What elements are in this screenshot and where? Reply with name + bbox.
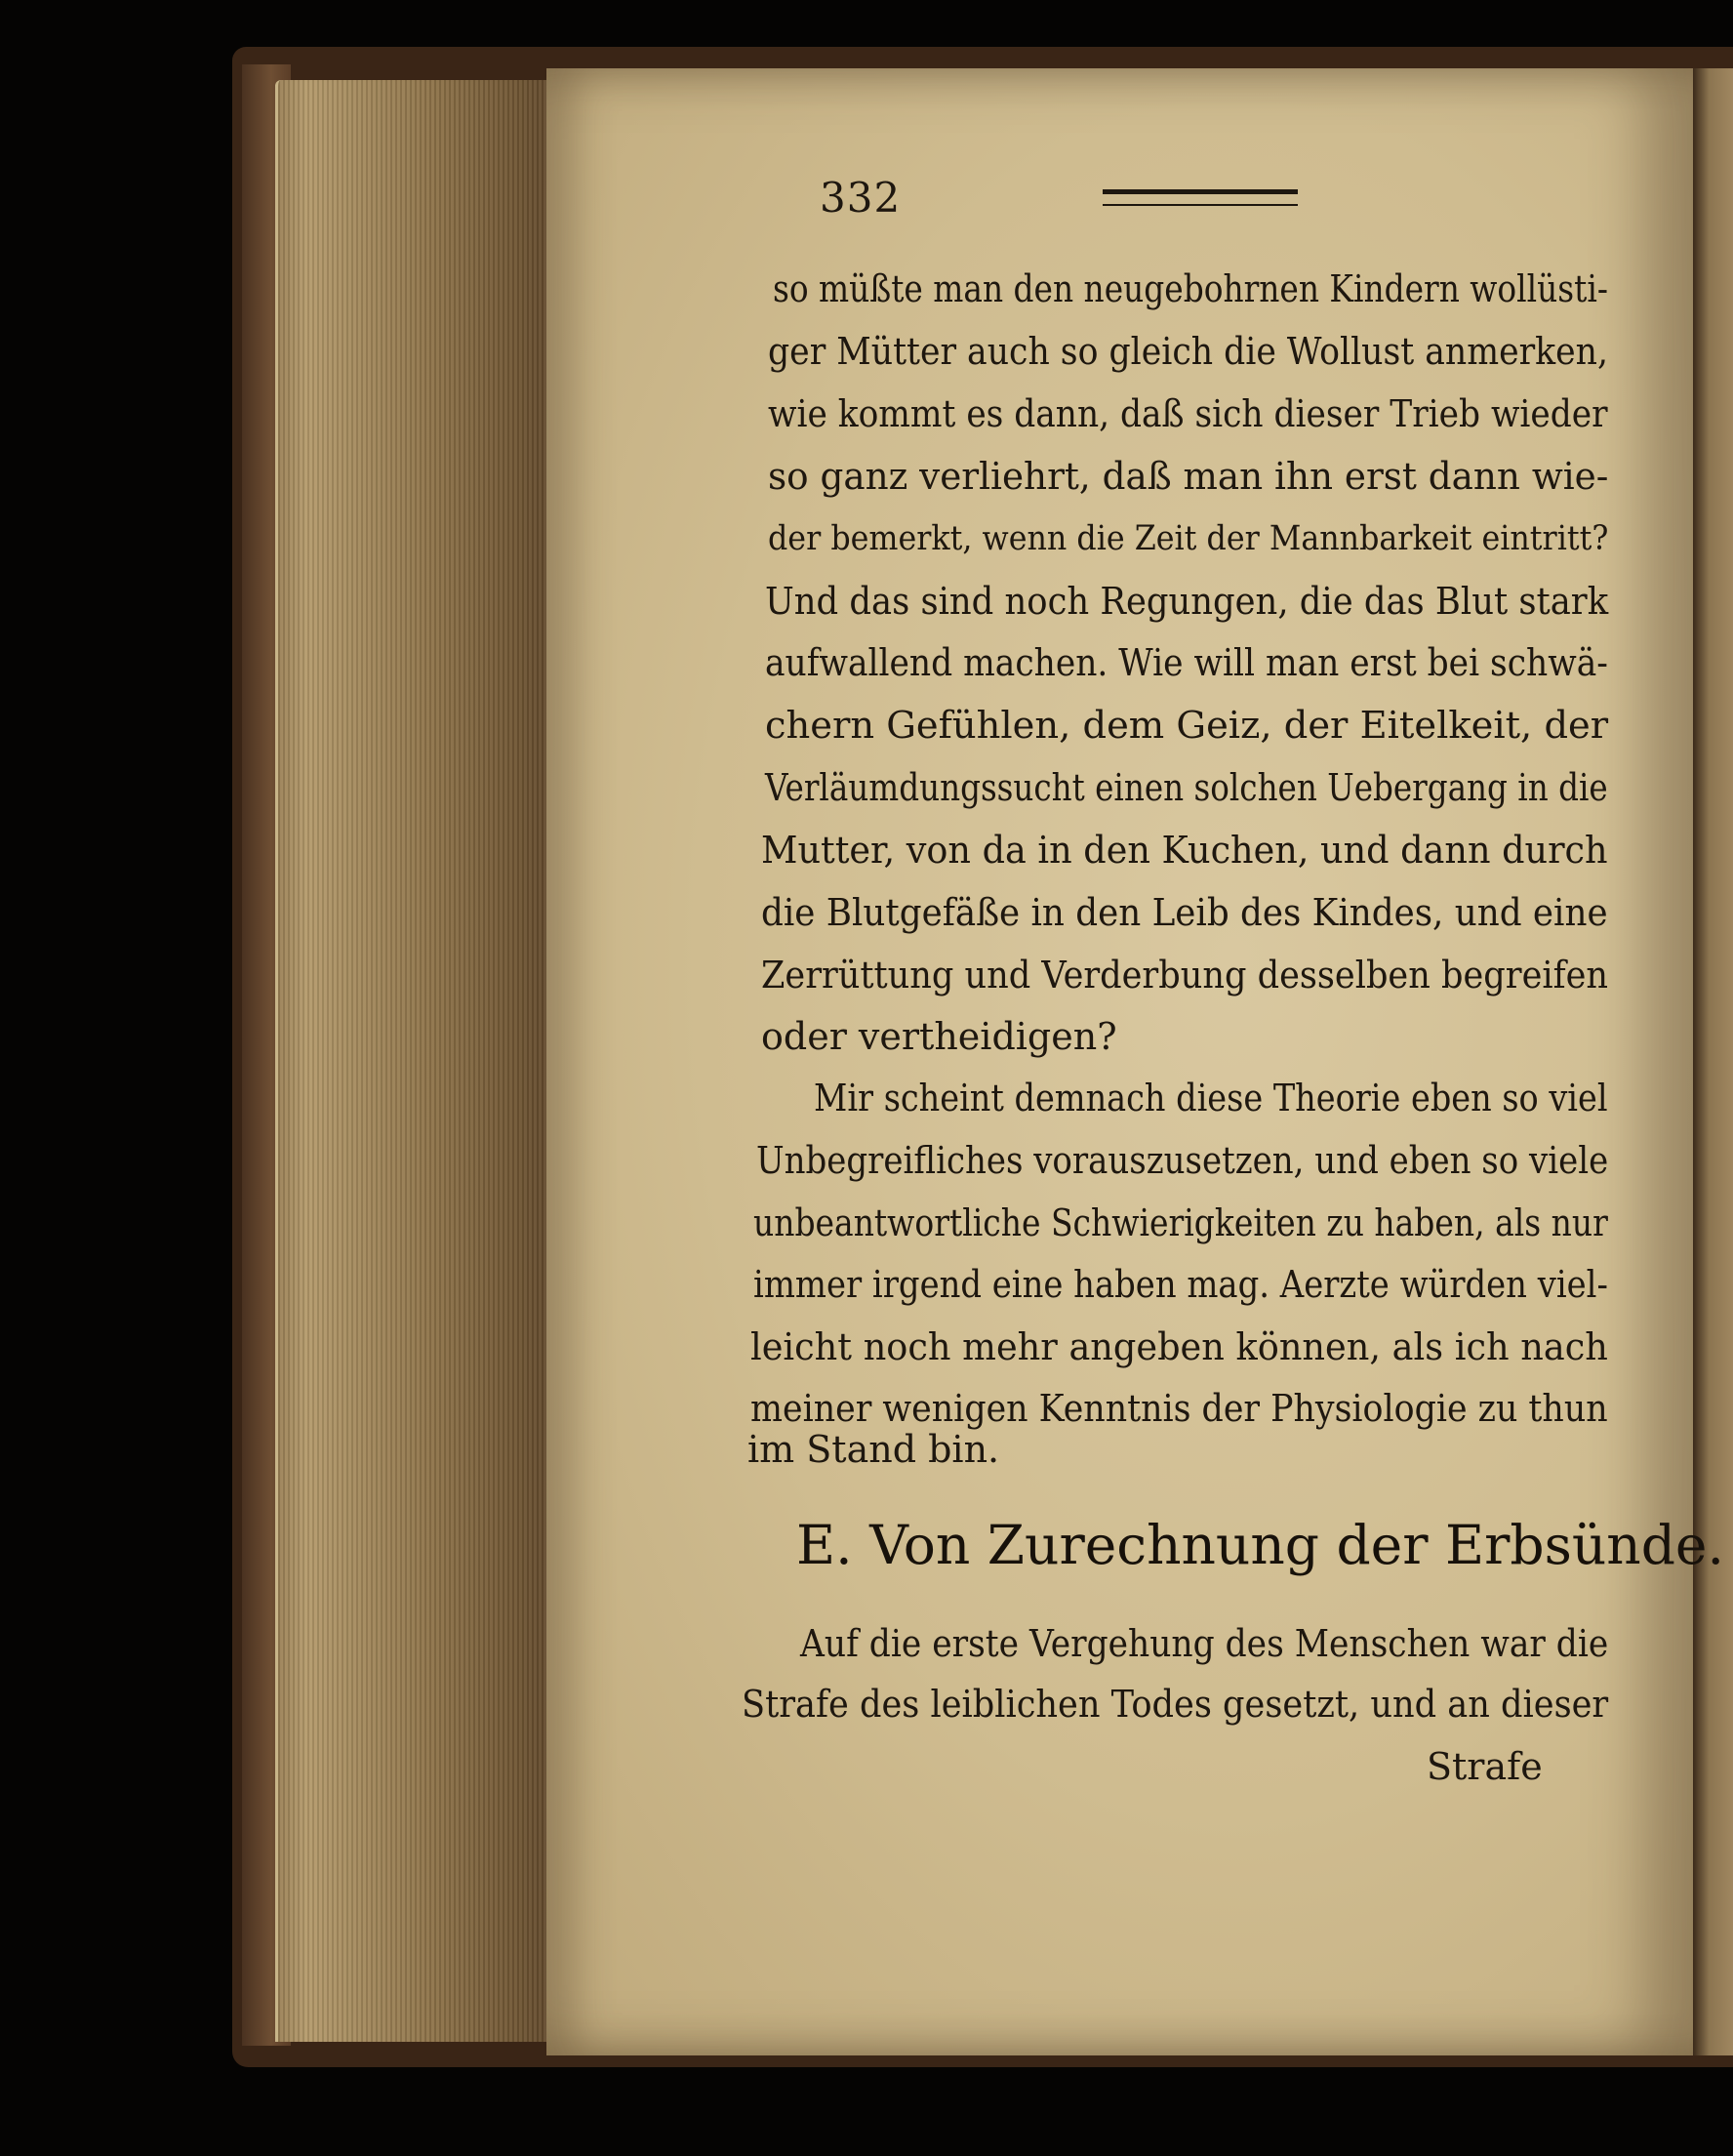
text-line: der bemerkt, wenn die Zeit der Mannbarkeit eintritt? [768,519,1609,558]
text-line: Strafe des leiblichen Todes gesetzt, und an dieser [742,1683,1609,1726]
text-line: Auf die erste Vergehung des Menschen war die [800,1622,1609,1665]
text-line: meiner wenigen Kenntnis der Physiologie zu thun [750,1387,1608,1430]
page-number: 332 [820,174,902,222]
text-line: so ganz verliehrt, daß man ihn erst dann wie- [768,455,1609,498]
text-line: Mir scheint demnach diese Theorie eben so viel [814,1077,1608,1119]
text-line: Und das sind noch Regungen, die das Blut stark [765,580,1609,623]
text-line: aufwallend machen. Wie will man erst bei schwä- [765,641,1608,684]
page-header [820,174,1298,222]
text-line: wie kommt es dann, daß sich dieser Trieb wieder [768,392,1608,435]
header-rule [1103,189,1298,206]
text-line: Verläumdungssucht einen solchen Uebergang in die [765,766,1608,809]
catchword: Strafe [1427,1745,1543,1788]
section-heading: E. Von Zurechnung der Erbsünde. [796,1514,1724,1576]
text-line: chern Gefühlen, dem Geiz, der Eitelkeit, der [765,704,1609,747]
text-line: unbeantwortliche Schwierigkeiten zu haben, als nur [753,1201,1608,1244]
text-line: immer irgend eine haben mag. Aerzte würden viel- [753,1263,1608,1306]
text-line: die Blutgefäße in den Leib des Kindes, und eine [761,891,1608,934]
page-block-edge [275,80,561,2042]
text-line: Mutter, von da in den Kuchen, und dann durch [761,829,1608,872]
text-line: Unbegreifliches vorauszusetzen, und eben so viele [756,1139,1609,1182]
text-line: so müßte man den neugebohrnen Kindern wollüsti- [773,267,1608,310]
text-line: ger Mütter auch so gleich die Wollust anmerken, [768,330,1609,373]
text-line: leicht noch mehr angeben können, als ich nach [750,1325,1608,1368]
facing-page-edge [1693,68,1733,2055]
text-line: oder vertheidigen? [761,1015,1117,1058]
text-line: Zerrüttung und Verderbung desselben begreifen [761,954,1608,997]
text-line: im Stand bin. [747,1428,1000,1471]
